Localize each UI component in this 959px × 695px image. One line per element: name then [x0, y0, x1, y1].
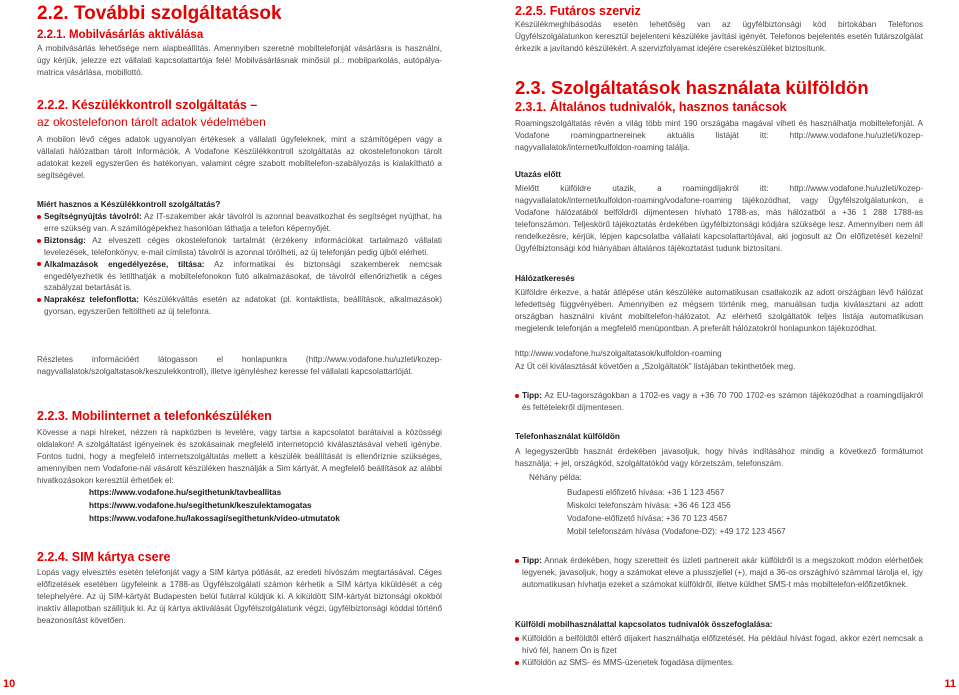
list-item: Biztonság: Az elveszett céges okostelefonok tartalmát (érzékeny információkat tartalmazó vállalati levelezések, telefonkönyv, e-mail címlista) távolról is azonnal törölheti, az új telefonján pedig újból elérheti. — [37, 235, 442, 259]
before-travel-title: Utazás előtt — [515, 170, 561, 179]
section-2-2-2-intro: A mobilon lévő céges adatok ugyanolyan értékesek a vállalati ügyfeleknek, mint a számítógépen vagy a vállalati hálózatban tárolt információk. A Vodafone Készülékkontroll szolgáltatás az okostelefonokon tárolt adatokat kezeli egyszerűen és hatékonyan, valamint cégre szabott mobiltelefon-szabályozás is kialakítható a segítségével. — [37, 135, 442, 180]
phone-use-title: Telefonhasználat külföldön — [515, 432, 620, 441]
list-item: Vodafone-előfizető hívása: +36 70 123 4567 — [567, 514, 728, 524]
tip-eu-roaming: Tipp: Az EU-tagországokban a 1702-es vagy a +36 70 700 1702-es számon tájékozódhat a roamingdíjakról és feltételekről díjmentesen. — [515, 390, 923, 414]
network-search-title: Hálózatkeresés — [515, 274, 575, 283]
section-2-2-2-more: Részletes információért látogasson el honlapunkra (http://www.vodafone.hu/uzleti/kozep-nagyvallalatok/szolgaltatasok/keszulekkontroll), illetve igényléshez keresse fel vállalati kapcsolattartóját. — [37, 355, 442, 376]
section-2-2-4-text: Lopás vagy elvesztés esetén telefonját vagy a SIM kártya pótlását, az eredeti hívószám megtartásával. Céges előfizetések esetében ügyfeleink a 1788-as Ügyfélszolgálati számon kérhetik a SIM kártya kiküldését a cég telephelyére. Az új SIM-kártyát Budapesten belül futárral küldjük ki. A kiküldött SIM-kártyát biztonsági okokból inaktív állapotban szállítjuk ki. Az új kártya aktiválását Ügyfélszolgálatunk végzi, ügyfélbiztonsági kóddal történő beazonosítást követően. — [37, 568, 442, 625]
list-item: Segítségnyújtás távolról: Az IT-szakember akár távolról is azonnal beavatkozhat és segítséget nyújthat, ha erre szükség van. A számítógépekhez hasonlóan láthatja a telefon képernyőjét. — [37, 211, 442, 235]
section-2-2-2-title: 2.2.2. Készülékkontroll szolgáltatás – — [37, 98, 258, 112]
before-travel-text: Mielőtt külföldre utazik, a roamingdíjakról itt: http://www.vodafone.hu/uzleti/kozep-nagyvallalatok/internet/kulfoldon-roaming/vodafone-roaming tájékozódhat, vagy Ügyfélszolgálatunkon, a Vodafone hálózatából belföldről díjmentesen hívható 1788-as, más hálózatból a +36 1 288 1788-as telefonszámon. Teljeskörű tájékoztatás érdekében ügyfélbiztonsági kódjára szüksége lesz. Amennyiben nem áll rendelkezésre, kérjük, lépjen kapcsolatba vállalati kapcsolattartójával, aki jogosult az Ön előfizetését kezelni! Ügyfélbiztonsági kód hiányában általános tájékoztatást tudunk biztosítani. — [515, 184, 923, 253]
section-2-2-3-title: 2.2.3. Mobilinternet a telefonkészüléken — [37, 409, 272, 423]
section-2-2-5-title: 2.2.5. Futáros szerviz — [515, 4, 641, 18]
benefits-list — [37, 211, 442, 318]
section-2-2-1-title: 2.2.1. Mobilvásárlás aktiválása — [37, 29, 204, 41]
list-item: Budapesti előfizető hívása: +36 1 123 4567 — [567, 488, 725, 497]
network-link[interactable]: http://www.vodafone.hu/szolgaltatasok/kulfoldon-roaming — [515, 349, 722, 358]
page-number-left: 10 — [3, 678, 16, 690]
section-2-3-title: 2.3. Szolgáltatások használata külföldön — [515, 77, 869, 98]
why-useful-title: Miért hasznos a Készülékkontroll szolgáltatás? — [37, 200, 221, 209]
section-2-2-1-text: A mobilvásárlás lehetősége nem alapbeállítás. Amennyiben szeretné mobiltelefonját vásárlásra is használni, úgy kérjük, jelezze ezt vállalati kapcsolattartója felé! Mobilvásárlásnak minősül pl.: mobilparkolás, autópálya-matrica vásárlása, mobillottó. — [37, 44, 442, 77]
foreign-summary-title: Külföldi mobilhasználattal kapcsolatos tudnivalók összefoglalása: — [515, 620, 773, 629]
section-2-2-4-title: 2.2.4. SIM kártya csere — [37, 550, 171, 564]
list-item: Külföldön az SMS- és MMS-üzenetek fogadása díjmentes. — [515, 657, 923, 669]
list-item: Alkalmazások engedélyezése, tiltása: Az informatikai és biztonsági szakemberek nemcsak engedélyezhetik és letilthatják a mobiltelefonokon futó alkalmazásokat, de távolról ellenőrizhetik a céges szabályzat betartását is. — [37, 259, 442, 295]
foreign-summary-list — [515, 633, 923, 669]
list-item: Miskolci telefonszám hívása: +36 46 123 456 — [567, 501, 731, 511]
page-number-right: 11 — [944, 678, 956, 690]
section-2-2-title: 2.2. További szolgáltatások — [37, 3, 282, 24]
settings-links — [37, 486, 340, 526]
list-item: Külföldön a belföldtől eltérő díjakert használhatja előfizetését. Ha például hívást fogad, akkor ezért nemcsak a hívó fél, hanem Ön is fizet — [515, 633, 923, 657]
phone-use-text: A legegyszerűbb hasznát érdekében javasoljuk, hogy hívás indításához mindig a következő formátumot használja: + jel, országkód, szolgáltatókód vagy körzetszám, telefonszám. — [515, 447, 923, 468]
link-remote-setup[interactable]: https://www.vodafone.hu/segithetunk/tavbeallitas — [89, 488, 282, 497]
section-2-3-1-title: 2.3.1. Általános tudnivalók, hasznos tanácsok — [515, 100, 787, 114]
examples-list — [567, 486, 786, 538]
section-2-2-5-text: Készülékmeghibásodás esetén lehetőség van az ügyfélbiztonsági kód birtokában Telefonos Ügyfélszolgálatunkon keresztül bejelenteni készüléke javítási igényét. Telefonos bejelentés esetén futárszolgálat érkezik a javítandó készülékért. A szervizfolyamat idejére cserekészüléket biztosítunk. — [515, 20, 923, 53]
tip-save-numbers: Tipp: Annak érdekében, hogy szeretteit és üzleti partnereit akár külföldről is a megszokott módon elérhetőek legyenek, javasoljuk, hogy a számokat eleve a plusszjellel (+), majd a 36-os országhívó számmal tárolja el, így automatikusan hívhatja ezeket a számokat külföldről, illetve küldhet SMS-t más mobiltelefon-előfizetőknek. — [515, 555, 923, 591]
list-item: Mobil telefonszám hívása (Vodafone-D2): +49 172 123 4567 — [567, 527, 786, 537]
section-2-2-2-subtitle: az okostelefonon tárolt adatok védelmében — [37, 115, 266, 129]
link-video-guides[interactable]: https://www.vodafone.hu/lakossagi/segithetunk/video-utmutatok — [89, 514, 340, 524]
examples-label: Néhány példa: — [529, 473, 582, 482]
network-search-text: Külföldre érkezve, a határ átlépése után készüléke automatikusan csatlakozik az adott országban lévő hálózat lefedettség függvényében. Amennyiben ez mégsem történik meg, manuálisan tudja kiválasztani az adott országban használni kívánt mobiltelefon-hálózatot. Az elérhető szolgáltatók teljes listája automatikusan megjelenik telefonján a megfelelő menüpontban. A preferált hálózatokról honlapunkon tájékozódhat. — [515, 288, 923, 333]
section-2-2-3-text: Kövesse a napi híreket, nézzen rá napközben is levelére, vagy tartsa a kapcsolatot barátaival a közösségi oldalakon! A szolgáltatást igényeinek és szokásainak megfelelő internetopció kiválasztásával veheti igénybe. Fontos tudni, hogy a megfelelő internetszolgáltatás mellett a készülék beállítását is ellenőriznie szükséges, amennyiben nem Vodafone-nál vásárolt készüléken használják a Sim kártyát. A megfelelő beállítások az alábbi hivatkozásokon keresztül érhetőek el: — [37, 428, 442, 485]
list-item: Naprakész telefonflotta: Készülékváltás esetén az adatokat (pl. kontaktlista, beállítások, alkalmazások) gyorsan, egyszerűen feltöltheti az új telefonra. — [37, 294, 442, 318]
network-note: Az Üt cél kiválasztását követően a „Szolgáltatók” listájában tekinthetőek meg. — [515, 362, 796, 371]
link-device-support[interactable]: https://www.vodafone.hu/segithetunk/keszulektamogatas — [89, 501, 312, 511]
section-2-3-1-text: Roamingszolgáltatás révén a világ több mint 190 országába magával viheti és használhatja mobiltelefonját. A Vodafone roamingpartnereinek aktuális listáját itt: http://www.vodafone.hu/uzleti/kozep-nagyvallalatok/internet/kulfoldon-roaming találja. — [515, 119, 923, 152]
